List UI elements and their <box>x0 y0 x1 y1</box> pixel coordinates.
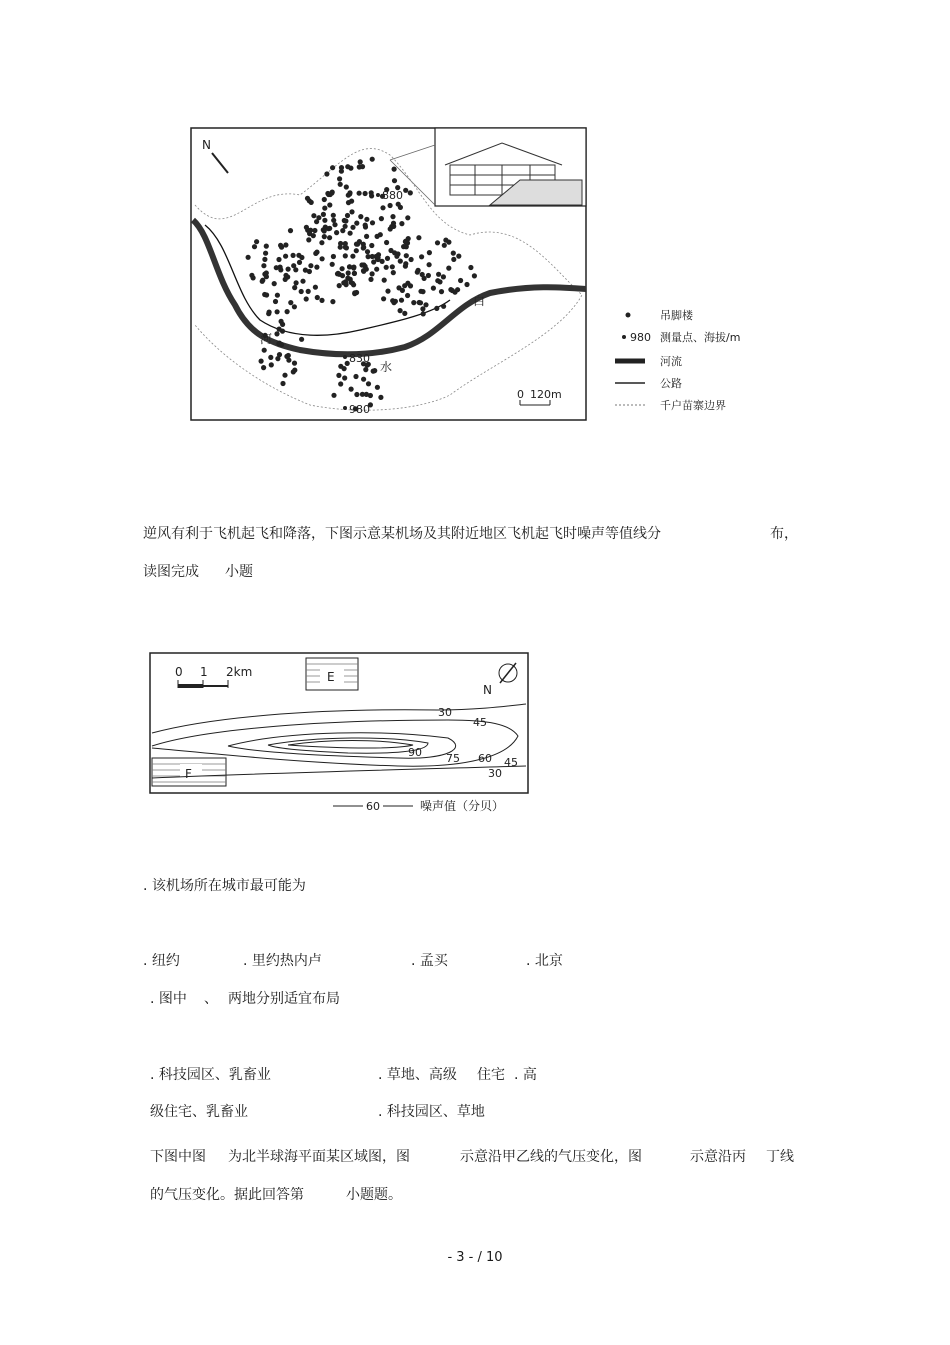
stilt-house-marker <box>277 327 282 332</box>
q2-option-a: . 科技园区、乳畜业 <box>150 1067 271 1083</box>
stilt-house-marker <box>275 356 280 361</box>
stilt-house-marker <box>458 278 463 283</box>
stilt-house-marker <box>368 277 373 282</box>
river-char-shui: 水 <box>380 360 393 374</box>
intro-line2-end: 小题 <box>225 564 253 580</box>
stilt-house-marker <box>350 225 355 230</box>
contour-45-bottom: 45 <box>504 756 518 769</box>
stilt-house-marker <box>262 348 267 353</box>
q2-option-c-start: . 高 <box>514 1067 537 1083</box>
noise-legend-label: 噪声值（分贝） <box>420 799 505 813</box>
stilt-house-marker <box>305 196 310 201</box>
stilt-house-marker <box>364 217 369 222</box>
stilt-house-marker <box>327 235 332 240</box>
area-f: F <box>185 767 192 781</box>
q3-line1-d: 示意沿丙 <box>690 1149 746 1165</box>
q3-line1-a: 下图中图 <box>150 1149 206 1165</box>
stilt-house-marker <box>431 286 436 291</box>
stilt-house-marker <box>331 254 336 259</box>
stilt-house-marker <box>369 243 374 248</box>
stilt-house-marker <box>342 366 347 371</box>
river-char-bai: 白 <box>473 294 486 308</box>
stilt-house-marker <box>249 273 254 278</box>
stilt-house-marker <box>441 304 446 309</box>
stilt-house-marker <box>343 253 348 258</box>
stilt-house-marker <box>279 319 284 324</box>
stilt-house-marker <box>364 234 369 239</box>
stilt-house-marker <box>322 234 327 239</box>
stilt-house-marker <box>346 270 351 275</box>
stilt-house-marker <box>416 268 421 273</box>
stilt-house-marker <box>359 262 364 267</box>
stilt-house-marker <box>361 377 366 382</box>
stilt-house-marker <box>403 261 408 266</box>
stilt-house-marker <box>446 266 451 271</box>
q2-stem-c: 两地分别适宜布局 <box>228 991 340 1007</box>
stilt-house-marker <box>399 298 404 303</box>
stilt-house-marker <box>300 279 305 284</box>
stilt-house-marker <box>358 159 363 164</box>
stilt-house-marker <box>269 362 274 367</box>
stilt-house-marker <box>435 278 440 283</box>
q2-stem-a: . 图中 <box>150 991 187 1007</box>
stilt-house-marker <box>346 200 351 205</box>
stilt-house-marker <box>336 373 341 378</box>
intro-line2: 读图完成 <box>143 564 199 580</box>
stilt-house-marker <box>390 264 395 269</box>
stilt-house-marker <box>319 240 324 245</box>
stilt-house-marker <box>320 256 325 261</box>
stilt-house-marker <box>363 191 368 196</box>
stilt-house-marker <box>304 296 309 301</box>
stilt-house-marker <box>464 282 469 287</box>
stilt-house-marker <box>391 221 396 226</box>
stilt-house-marker <box>274 331 279 336</box>
stilt-house-marker <box>363 223 368 228</box>
elevation-980: 980 <box>349 403 370 416</box>
stilt-house-marker <box>308 263 313 268</box>
stilt-house-marker <box>388 248 393 253</box>
stilt-house-marker <box>365 249 370 254</box>
stilt-house-marker <box>361 242 366 247</box>
stilt-house-marker <box>312 228 317 233</box>
stilt-house-marker <box>259 359 264 364</box>
legend-boundary: 千户苗寨边界 <box>660 399 726 412</box>
stilt-house-marker <box>263 251 268 256</box>
stilt-house-marker <box>390 298 395 303</box>
contour-90: 90 <box>408 746 422 759</box>
legend-point-value: 980 <box>630 331 651 344</box>
stilt-house-marker <box>275 309 280 314</box>
stilt-house-marker <box>339 165 344 170</box>
stilt-house-marker <box>282 373 287 378</box>
stilt-house-marker <box>319 298 324 303</box>
stilt-house-marker <box>340 273 345 278</box>
stilt-house-marker <box>344 184 349 189</box>
stilt-house-marker <box>343 241 348 246</box>
stilt-house-marker <box>303 268 308 273</box>
stilt-house-marker <box>421 311 426 316</box>
q2-option-b: . 草地、高级 <box>378 1067 457 1083</box>
stilt-house-marker <box>405 293 410 298</box>
stilt-house-marker <box>348 166 353 171</box>
stilt-house-marker <box>294 280 299 285</box>
stilt-house-marker <box>345 213 350 218</box>
elevation-830: 830 <box>349 352 370 365</box>
stilt-house-marker <box>268 355 273 360</box>
contour-60: 60 <box>478 752 492 765</box>
stilt-house-marker <box>379 216 384 221</box>
stilt-house-marker <box>366 381 371 386</box>
stilt-house-marker <box>340 228 345 233</box>
stilt-house-marker <box>286 267 291 272</box>
stilt-house-marker <box>378 395 383 400</box>
stilt-house-marker <box>353 374 358 379</box>
contour-30-bottom: 30 <box>488 767 502 780</box>
stilt-house-marker <box>330 262 335 267</box>
stilt-house-marker <box>307 231 312 236</box>
stilt-house-marker <box>398 259 403 264</box>
stilt-house-marker <box>368 393 373 398</box>
stilt-house-marker <box>274 265 279 270</box>
stilt-house-marker <box>322 218 327 223</box>
stilt-house-marker <box>446 240 451 245</box>
stilt-house-marker <box>273 299 278 304</box>
q1-option-d: . 北京 <box>526 953 563 969</box>
stilt-house-marker <box>280 381 285 386</box>
stilt-house-marker <box>370 271 375 276</box>
scale-120: 120m <box>530 388 562 401</box>
q3-line1-b: 为北半球海平面某区域图，图 <box>228 1149 410 1165</box>
contour-30-top: 30 <box>438 706 452 719</box>
stilt-house-marker <box>272 281 277 286</box>
stilt-house-marker <box>363 367 368 372</box>
elevation-880: 880 <box>382 189 403 202</box>
stilt-house-marker <box>283 254 288 259</box>
stilt-house-marker <box>306 289 311 294</box>
stilt-house-marker <box>370 220 375 225</box>
stilt-house-marker <box>291 253 296 258</box>
stilt-house-marker <box>331 213 336 218</box>
stilt-house-marker <box>382 278 387 283</box>
stilt-house-marker <box>246 255 251 260</box>
stilt-house-marker <box>370 157 375 162</box>
stilt-house-marker <box>418 289 423 294</box>
stilt-house-marker <box>342 375 347 380</box>
stilt-house-marker <box>354 392 359 397</box>
area-e: E <box>327 670 335 684</box>
stilt-house-marker <box>264 274 269 279</box>
stilt-house-marker <box>420 272 425 277</box>
stilt-house-marker <box>278 267 283 272</box>
stilt-house-marker <box>352 271 357 276</box>
stilt-house-marker <box>283 277 288 282</box>
q1-option-a: . 纽约 <box>143 953 180 969</box>
stilt-house-marker <box>392 178 397 183</box>
stilt-house-marker <box>435 240 440 245</box>
stilt-house-marker <box>275 293 280 298</box>
stilt-house-marker <box>391 270 396 275</box>
north-label: N <box>202 138 211 152</box>
stilt-house-marker <box>427 262 432 267</box>
stilt-house-marker <box>392 167 397 172</box>
stilt-house-marker <box>323 226 328 231</box>
stilt-house-marker <box>350 254 355 259</box>
stilt-house-marker <box>468 265 473 270</box>
stilt-house-marker <box>416 235 421 240</box>
stilt-house-marker <box>288 228 293 233</box>
stilt-house-marker <box>418 300 423 305</box>
q3-line2-a: 的气压变化。据此回答第 <box>150 1187 304 1203</box>
stilt-house-marker <box>390 214 395 219</box>
q1-stem: . 该机场所在城市最可能为 <box>143 878 306 894</box>
stilt-house-marker <box>337 176 342 181</box>
stilt-house-marker <box>338 182 343 187</box>
stilt-house-marker <box>324 171 329 176</box>
village-map <box>190 125 790 437</box>
stilt-house-marker <box>423 302 428 307</box>
q2-option-c-end: 级住宅、乳畜业 <box>150 1104 248 1120</box>
stilt-house-marker <box>254 239 259 244</box>
stilt-house-marker <box>322 197 327 202</box>
stilt-house-marker <box>252 244 257 249</box>
q3-line2-b: 小题题。 <box>346 1187 402 1203</box>
stilt-house-marker <box>330 165 335 170</box>
stilt-house-marker <box>262 257 267 262</box>
stilt-house-marker <box>388 203 393 208</box>
stilt-house-marker <box>374 267 379 272</box>
stilt-house-marker <box>403 188 408 193</box>
stilt-house-marker <box>357 191 362 196</box>
stilt-house-marker <box>402 283 407 288</box>
legend-point: 测量点、海拔/m <box>660 331 741 344</box>
stilt-house-marker <box>384 240 389 245</box>
stilt-house-marker <box>455 287 460 292</box>
river-char-he: 河 <box>260 332 273 346</box>
stilt-house-marker <box>292 285 297 290</box>
legend-river: 河流 <box>660 355 682 368</box>
stilt-house-marker <box>299 255 304 260</box>
stilt-house-marker <box>334 230 339 235</box>
stilt-house-marker <box>297 260 302 265</box>
stilt-house-marker <box>336 271 341 276</box>
stilt-house-marker <box>405 215 410 220</box>
stilt-house-marker <box>427 250 432 255</box>
q2-stem-b: 、 <box>204 991 218 1007</box>
stilt-house-marker <box>408 190 413 195</box>
contour-75: 75 <box>446 752 460 765</box>
stilt-house-marker <box>288 300 293 305</box>
stilt-house-marker <box>284 354 289 359</box>
stilt-house-marker <box>331 393 336 398</box>
stilt-house-marker <box>451 251 456 256</box>
stilt-house-marker <box>261 365 266 370</box>
stilt-house-marker <box>264 244 269 249</box>
stilt-house-marker <box>330 299 335 304</box>
stilt-house-marker <box>266 311 271 316</box>
stilt-house-marker <box>292 361 297 366</box>
stilt-house-marker <box>343 279 348 284</box>
noise-north: N <box>483 683 492 697</box>
stilt-house-marker <box>352 290 357 295</box>
stilt-house-marker <box>434 306 439 311</box>
page-number: - 3 - / 10 <box>447 1250 503 1265</box>
stilt-house-marker <box>338 381 343 386</box>
stilt-house-marker <box>322 206 327 211</box>
stilt-house-marker <box>357 164 362 169</box>
stilt-house-marker <box>375 257 380 262</box>
stilt-house-marker <box>409 257 414 262</box>
stilt-house-marker <box>278 243 283 248</box>
stilt-house-marker <box>291 263 296 268</box>
stilt-house-marker <box>337 283 342 288</box>
stilt-house-marker <box>343 218 348 223</box>
intro-line1: 逆风有利于飞机起飞和降落，下图示意某机场及其附近地区飞机起飞时噪声等值线分 <box>143 526 661 542</box>
stilt-house-marker <box>338 245 343 250</box>
stilt-house-marker <box>366 254 371 259</box>
stilt-house-marker <box>315 295 320 300</box>
stilt-house-marker <box>399 221 404 226</box>
stilt-house-marker <box>408 283 413 288</box>
stilt-house-marker <box>385 256 390 261</box>
noise-legend-value: 60 <box>366 800 380 813</box>
stilt-house-marker <box>398 308 403 313</box>
stilt-house-marker <box>402 311 407 316</box>
q1-option-b: . 里约热内卢 <box>243 953 322 969</box>
stilt-house-marker <box>394 254 399 259</box>
stilt-house-marker <box>371 369 376 374</box>
legend-road: 公路 <box>660 377 682 390</box>
stilt-house-marker <box>321 212 326 217</box>
stilt-house-marker <box>292 304 297 309</box>
stilt-house-marker <box>361 268 366 273</box>
stilt-house-marker <box>329 190 334 195</box>
stilt-house-marker <box>311 213 316 218</box>
stilt-house-marker <box>354 248 359 253</box>
stilt-house-marker <box>332 222 337 227</box>
stilt-house-marker <box>261 263 266 268</box>
stilt-house-marker <box>264 292 269 297</box>
stilt-house-marker <box>349 387 354 392</box>
stilt-house-marker <box>299 337 304 342</box>
stilt-house-marker <box>306 237 311 242</box>
stilt-house-marker <box>385 289 390 294</box>
stilt-house-marker <box>451 257 456 262</box>
stilt-house-marker <box>349 209 354 214</box>
stilt-house-marker <box>285 309 290 314</box>
q1-option-c: . 孟买 <box>411 953 448 969</box>
stilt-house-marker <box>396 202 401 207</box>
stilt-house-marker <box>419 254 424 259</box>
stilt-house-marker <box>380 259 385 264</box>
stilt-house-marker <box>313 285 318 290</box>
noise-scale-1: 1 <box>200 665 208 679</box>
stilt-house-marker <box>260 279 265 284</box>
stilt-house-marker <box>347 264 352 269</box>
stilt-house-marker <box>347 190 352 195</box>
stilt-house-marker <box>331 218 336 223</box>
stilt-house-marker <box>411 300 416 305</box>
stilt-house-marker <box>380 205 385 210</box>
stilt-house-marker <box>283 242 288 247</box>
stilt-house-marker <box>436 272 441 277</box>
intro-line1-end: 布， <box>770 526 798 542</box>
stilt-house-marker <box>375 234 380 239</box>
stilt-house-marker <box>276 341 281 346</box>
airport-noise-map <box>148 648 533 820</box>
stilt-house-marker <box>354 221 359 226</box>
stilt-house-marker <box>420 306 425 311</box>
stilt-house-marker <box>439 289 444 294</box>
stilt-house-marker <box>291 369 296 374</box>
stilt-house-marker <box>327 202 332 207</box>
stilt-house-marker <box>406 236 411 241</box>
noise-scale-0: 0 <box>175 665 183 679</box>
stilt-house-marker <box>348 231 353 236</box>
noise-scale-2: 2km <box>226 665 253 679</box>
q2-option-d: . 科技园区、草地 <box>378 1104 485 1120</box>
stilt-house-marker <box>401 244 406 249</box>
stilt-house-marker <box>442 243 447 248</box>
contour-45-top: 45 <box>473 716 487 729</box>
q3-line1-c: 示意沿甲乙线的气压变化，图 <box>460 1149 642 1165</box>
stilt-house-marker <box>384 265 389 270</box>
stilt-house-marker <box>358 214 363 219</box>
stilt-house-marker <box>404 253 409 258</box>
legend-house: 吊脚楼 <box>660 309 693 322</box>
q2-option-b-2: 住宅 <box>477 1067 505 1083</box>
scale-zero: 0 <box>517 388 524 401</box>
stilt-house-marker <box>456 254 461 259</box>
stilt-house-marker <box>276 257 281 262</box>
stilt-house-marker <box>381 296 386 301</box>
stilt-house-marker <box>340 266 345 271</box>
stilt-house-marker <box>405 240 410 245</box>
stilt-house-marker <box>472 273 477 278</box>
stilt-house-marker <box>314 219 319 224</box>
stilt-house-marker <box>350 281 355 286</box>
stilt-house-marker <box>400 288 405 293</box>
stilt-house-marker <box>441 274 446 279</box>
stilt-house-marker <box>314 265 319 270</box>
q3-line1-e: 丁线 <box>766 1149 794 1165</box>
stilt-house-marker <box>314 250 319 255</box>
stilt-house-marker <box>369 190 374 195</box>
stilt-house-marker <box>375 385 380 390</box>
stilt-house-marker <box>426 273 431 278</box>
stilt-house-marker <box>304 225 309 230</box>
stilt-house-marker <box>299 289 304 294</box>
